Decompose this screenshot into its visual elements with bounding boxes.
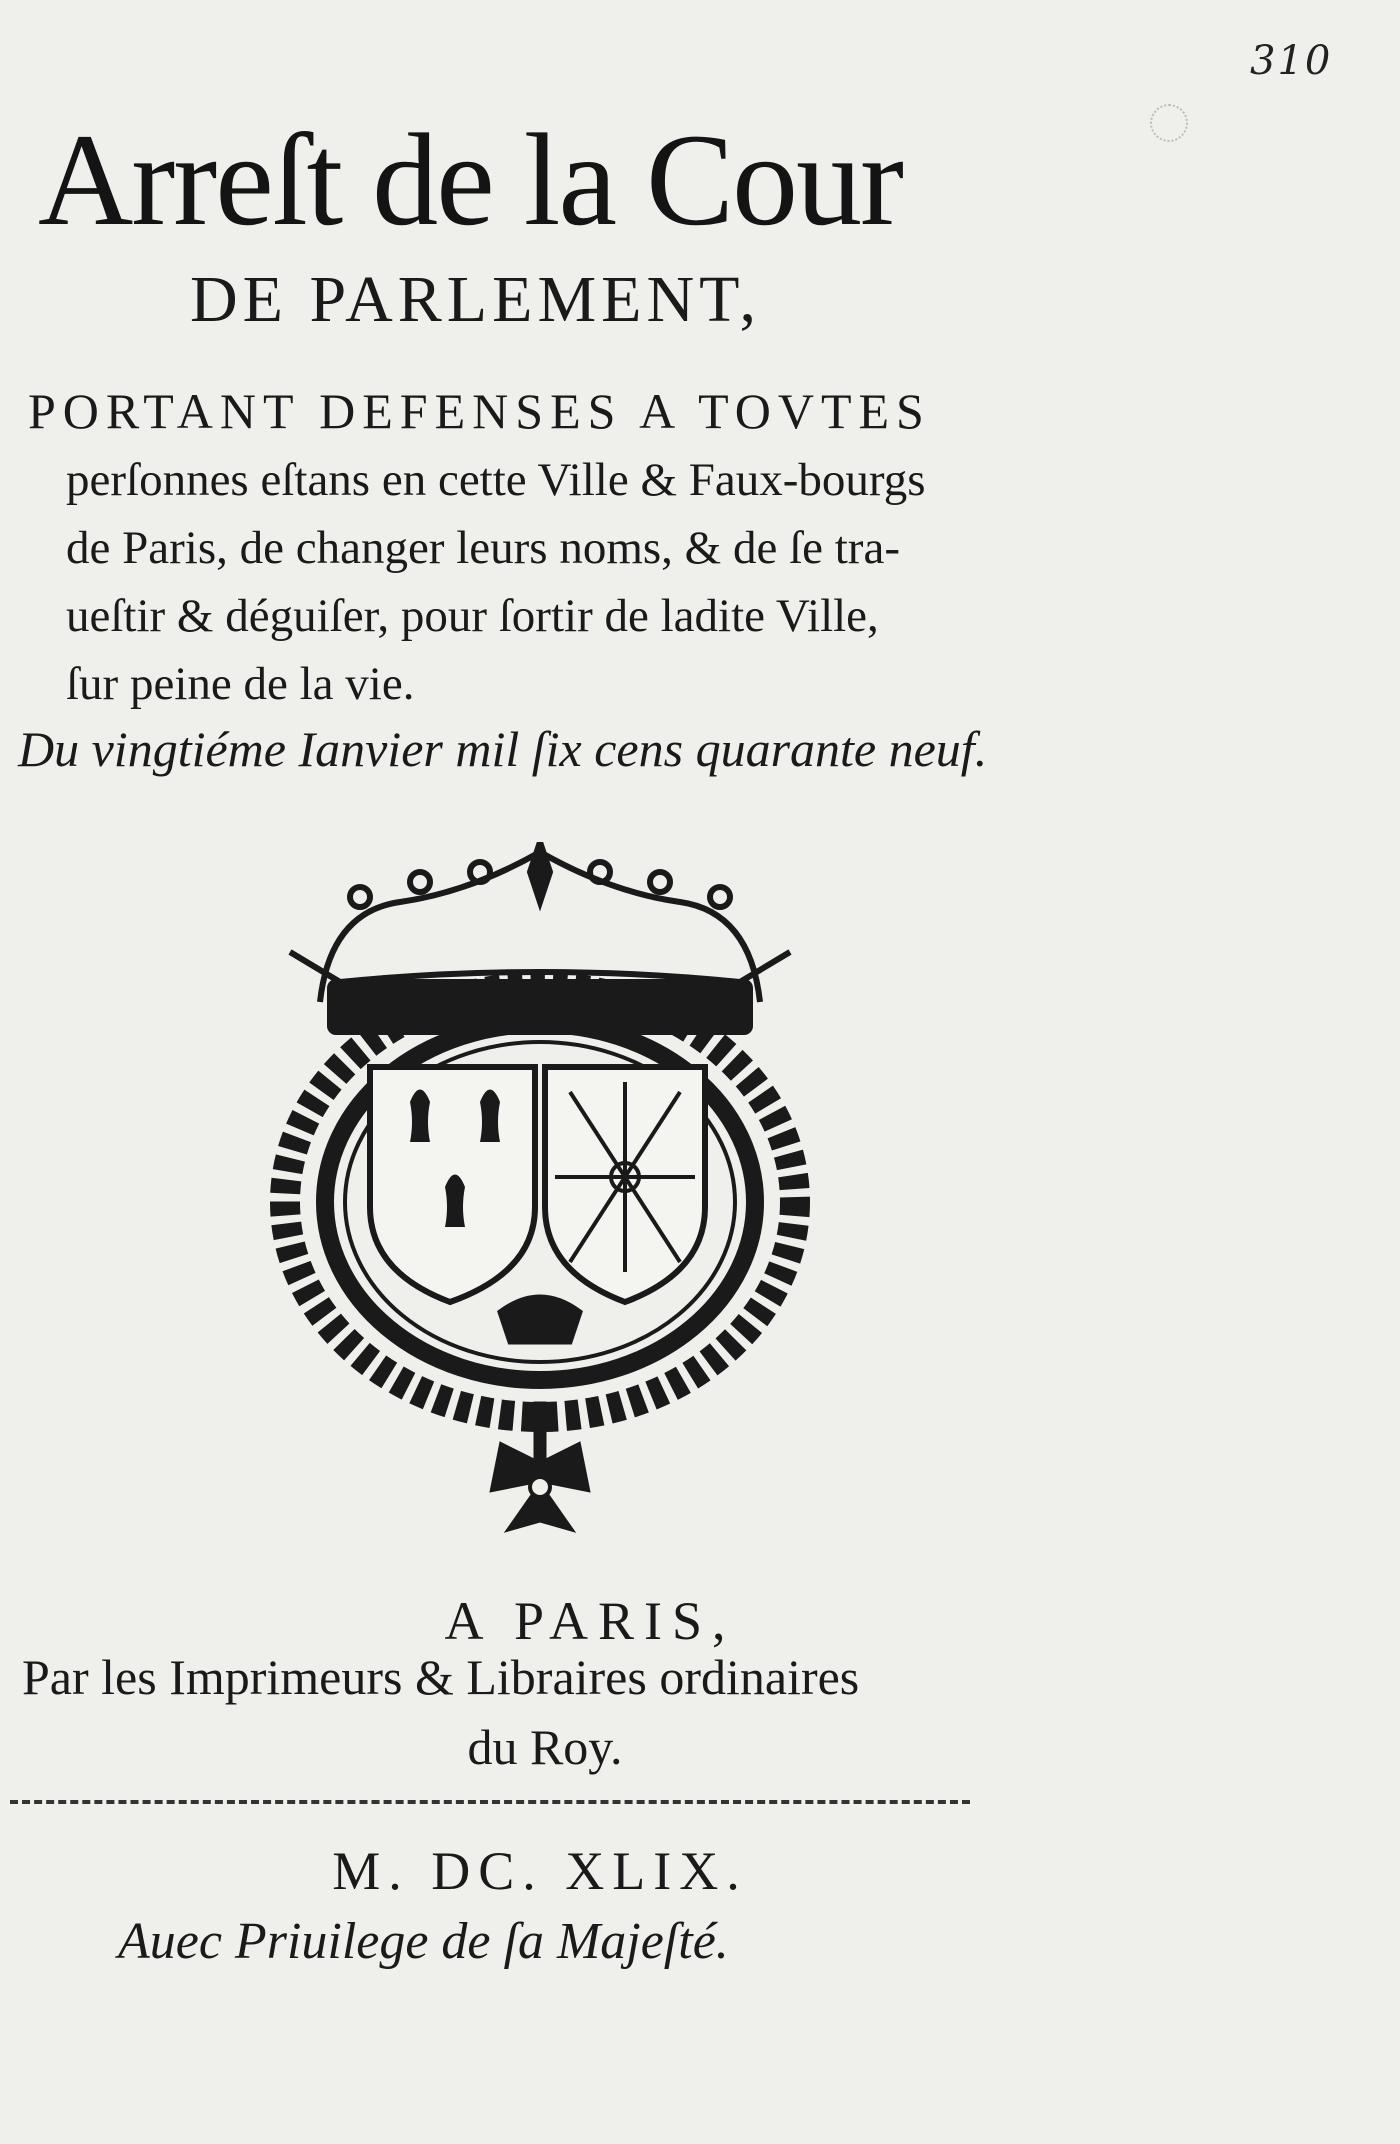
- date-line: Du vingtiéme Ianvier mil ſix cens quarante neuf.: [18, 721, 988, 777]
- title-main: Arreſt de la Cour: [38, 106, 903, 253]
- folio-number: 310: [1250, 38, 1333, 84]
- title-sub: DE PARLEMENT,: [190, 263, 762, 336]
- summary-lead: PORTANT DEFENSES A TOVTES: [28, 383, 931, 439]
- privilege-line: Auec Priuilege de ſa Majeſté.: [118, 1913, 729, 1970]
- royal-arms-emblem: [250, 842, 830, 1562]
- summary-body: [66, 446, 1076, 718]
- summary-line: ueſtir & déguiſer, pour ſortir de ladite Ville,: [66, 590, 879, 642]
- imprint-printer: Par les Imprimeurs & Libraires ordinaires: [22, 1649, 860, 1705]
- imprint-printer-continued: du Roy.: [467, 1719, 623, 1775]
- library-stamp-mark: [1150, 104, 1188, 142]
- imprint-year: M. DC. XLIX.: [332, 1841, 748, 1901]
- collar-wreath-icon: [285, 987, 795, 1417]
- shield-navarre-icon: [545, 1067, 705, 1302]
- summary-line: de Paris, de changer leurs noms, & de ſe tra-: [66, 522, 900, 574]
- summary-line: ſur peine de la vie.: [66, 658, 415, 710]
- imprint-place: A PARIS,: [444, 1591, 736, 1651]
- summary-line: perſonnes eſtans en cette Ville & Faux-bourgs: [66, 454, 926, 506]
- small-crown-icon: [500, 1297, 580, 1342]
- crown-icon: [290, 842, 790, 1032]
- divider-rule: [10, 1800, 970, 1804]
